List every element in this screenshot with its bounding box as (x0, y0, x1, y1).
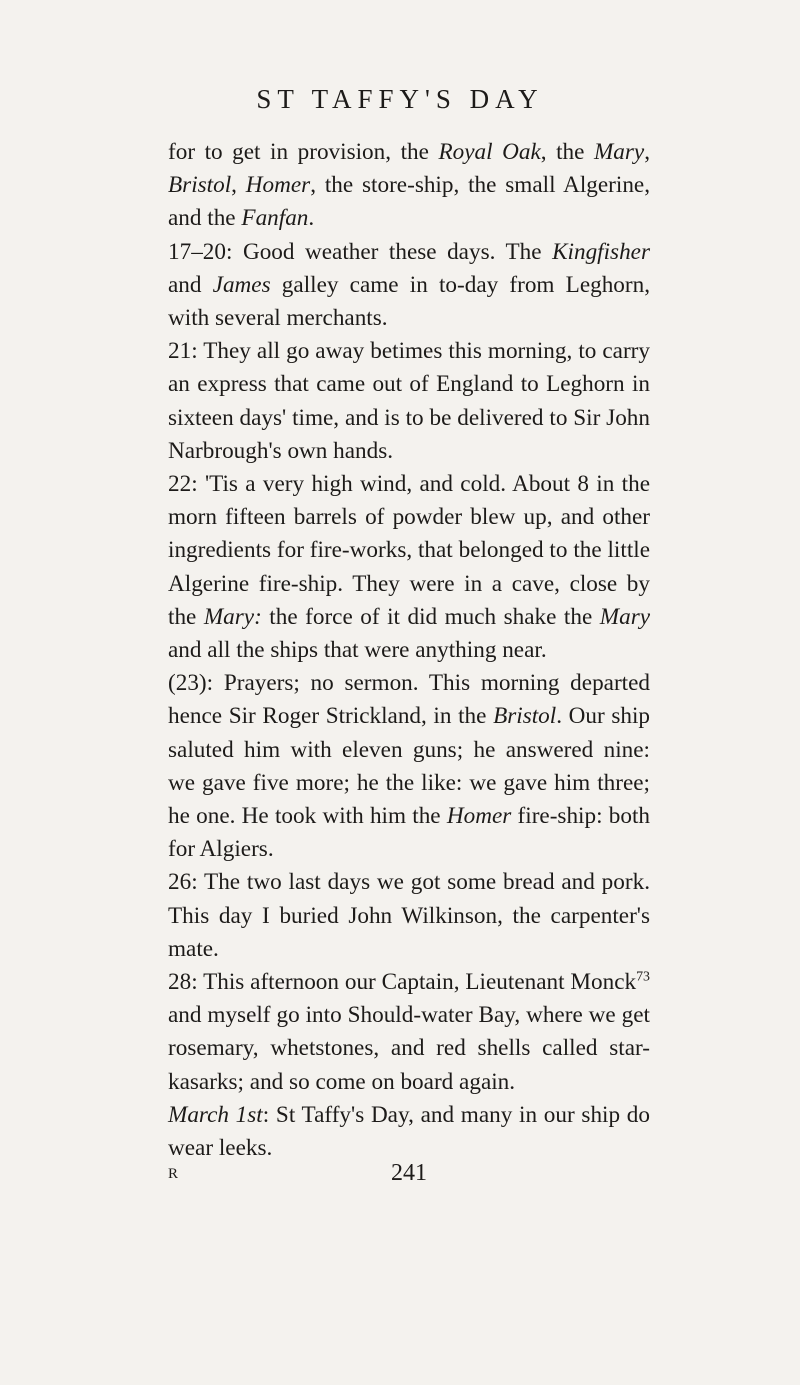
paragraph (168, 236, 650, 336)
italic-text: Fanfan (241, 205, 309, 232)
text-run: , the (540, 139, 594, 165)
footnote-ref: 73 (636, 969, 650, 985)
paragraph (168, 667, 650, 866)
text-run: 17–20: Good weather these days. The (168, 238, 553, 265)
italic-text: Mary (593, 139, 645, 165)
italic-text: Homer (446, 803, 512, 830)
text-run: . Our ship saluted him with eleven guns; he answered nine: we gave five more; he the like: we gave him three; he one. He took with him the (168, 703, 650, 830)
text-run: fire-ship: both for Algiers. (168, 803, 651, 863)
text-run: . (308, 205, 315, 232)
italic-text: Bristol (168, 172, 232, 199)
text-run: the force of it did much shake the (261, 603, 600, 630)
text-run: and (168, 271, 213, 298)
text-run: 21: They all go away betimes this morning, to carry an express that came out of England to Leghorn in sixteen days' time, and is to be delivered to Sir John Narbrough's own hands. (168, 338, 650, 464)
paragraph (168, 468, 650, 667)
italic-text: Royal Oak (438, 139, 541, 165)
text-run: : St Taffy's Day, and many in our ship do wear leeks. (168, 1101, 650, 1162)
text-run: for to get in provision, the (168, 139, 439, 165)
paragraph (168, 1099, 650, 1165)
italic-text: Homer (245, 172, 311, 199)
italic-text: James (212, 271, 271, 298)
signature-mark: R (168, 1166, 179, 1182)
running-head: ST TAFFY'S DAY (256, 84, 544, 114)
paragraph (168, 136, 650, 236)
paragraph (168, 866, 650, 966)
text-run: (23): Prayers; no sermon. This morning departed hence Sir Roger Strickland, in the (168, 670, 650, 730)
italic-text: Kingfisher (552, 238, 650, 265)
text-run: , the store-ship, the small Algerine, and the (168, 172, 651, 232)
text-run: 28: This afternoon our Captain, Lieutenant Monck (168, 969, 637, 996)
text-run: and myself go into Should-water Bay, where we get rosemary, whetstones, and red shells called star-kasarks; and so come on board again. (168, 1002, 650, 1095)
italic-text: Mary (599, 603, 651, 630)
italic-text: March 1st (168, 1101, 263, 1128)
paragraph (168, 335, 650, 468)
italic-text: Mary: (203, 603, 262, 630)
text-run: and all the ships that were anything near. (168, 637, 547, 664)
text-run: 26: The two last days we got some bread and pork. This day I buried John Wilkinson, the carpenter's mate. (168, 869, 650, 962)
body-text (168, 136, 650, 1165)
text-run: , (644, 139, 651, 165)
page-footer (168, 1160, 650, 1200)
paragraph (168, 966, 650, 1099)
italic-text: Bristol (493, 703, 557, 730)
page-number: 241 (391, 1160, 427, 1186)
text-run: galley came in to-day from Leghorn, with several merchants. (168, 271, 650, 332)
text-run: 22: 'Tis a very high wind, and cold. About 8 in the morn fifteen barrels of powder blew up, and other ingredients for fire-works, that belonged to the little Algerine fire-ship. They were in a cave, close by the (168, 471, 650, 630)
text-run: , (231, 172, 246, 199)
